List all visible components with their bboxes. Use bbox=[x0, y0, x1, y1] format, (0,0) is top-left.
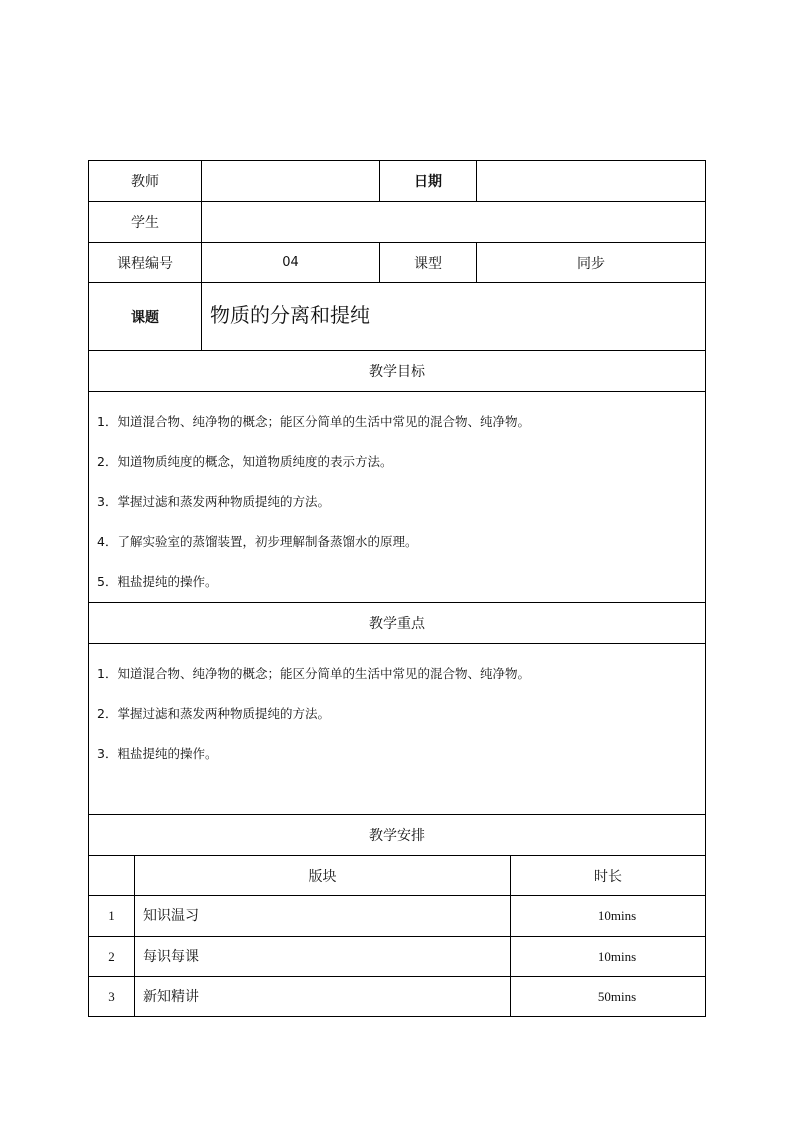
list-item: 3．掌握过滤和蒸发两种物质提纯的方法。 bbox=[97, 494, 330, 509]
list-item: 3．粗盐提纯的操作。 bbox=[97, 746, 218, 761]
schedule-row-module: 新知精讲 bbox=[134, 976, 510, 1016]
list-item: 2．掌握过滤和蒸发两种物质提纯的方法。 bbox=[97, 706, 330, 721]
objectives-heading: 教学目标 bbox=[89, 350, 705, 391]
schedule-row-duration: 10mins bbox=[510, 936, 705, 976]
date-field[interactable] bbox=[476, 161, 705, 201]
list-item: 4．了解实验室的蒸馏装置，初步理解制备蒸馏水的原理。 bbox=[97, 534, 418, 549]
objectives-list bbox=[89, 391, 705, 602]
schedule-row-duration: 10mins bbox=[510, 895, 705, 936]
student-field[interactable] bbox=[201, 201, 705, 242]
schedule-row-module: 每识每课 bbox=[134, 936, 510, 976]
list-item: 5．粗盐提纯的操作。 bbox=[97, 574, 218, 589]
key-points-list bbox=[89, 643, 705, 814]
schedule-row-number: 2 bbox=[89, 936, 134, 976]
list-item: 2．知道物质纯度的概念，知道物质纯度的表示方法。 bbox=[97, 454, 393, 469]
lesson-plan-table bbox=[88, 160, 706, 1017]
course-type-value: 同步 bbox=[476, 242, 705, 282]
key-points-heading: 教学重点 bbox=[89, 602, 705, 643]
course-type-label: 课型 bbox=[379, 242, 476, 282]
schedule-row-number: 3 bbox=[89, 976, 134, 1016]
teacher-label: 教师 bbox=[131, 174, 159, 190]
topic-label: 课题 bbox=[89, 282, 201, 350]
schedule-row-number: 1 bbox=[89, 895, 134, 936]
student-label: 学生 bbox=[89, 201, 201, 242]
course-number-value: 04 bbox=[201, 242, 379, 282]
schedule-module-header: 版块 bbox=[134, 855, 510, 895]
teacher-field[interactable] bbox=[201, 161, 379, 201]
topic-title: 物质的分离和提纯 bbox=[201, 282, 705, 350]
schedule-heading: 教学安排 bbox=[89, 814, 705, 855]
schedule-row-duration: 50mins bbox=[510, 976, 705, 1016]
schedule-duration-header: 时长 bbox=[510, 855, 705, 895]
schedule-number-header bbox=[89, 855, 134, 895]
schedule-row-module: 知识温习 bbox=[134, 895, 510, 936]
list-item: 1．知道混合物、纯净物的概念；能区分简单的生活中常见的混合物、纯净物。 bbox=[97, 414, 530, 429]
course-number-label: 课程编号 bbox=[89, 242, 201, 282]
list-item: 1．知道混合物、纯净物的概念；能区分简单的生活中常见的混合物、纯净物。 bbox=[97, 666, 530, 681]
date-label: 日期 bbox=[379, 161, 476, 201]
